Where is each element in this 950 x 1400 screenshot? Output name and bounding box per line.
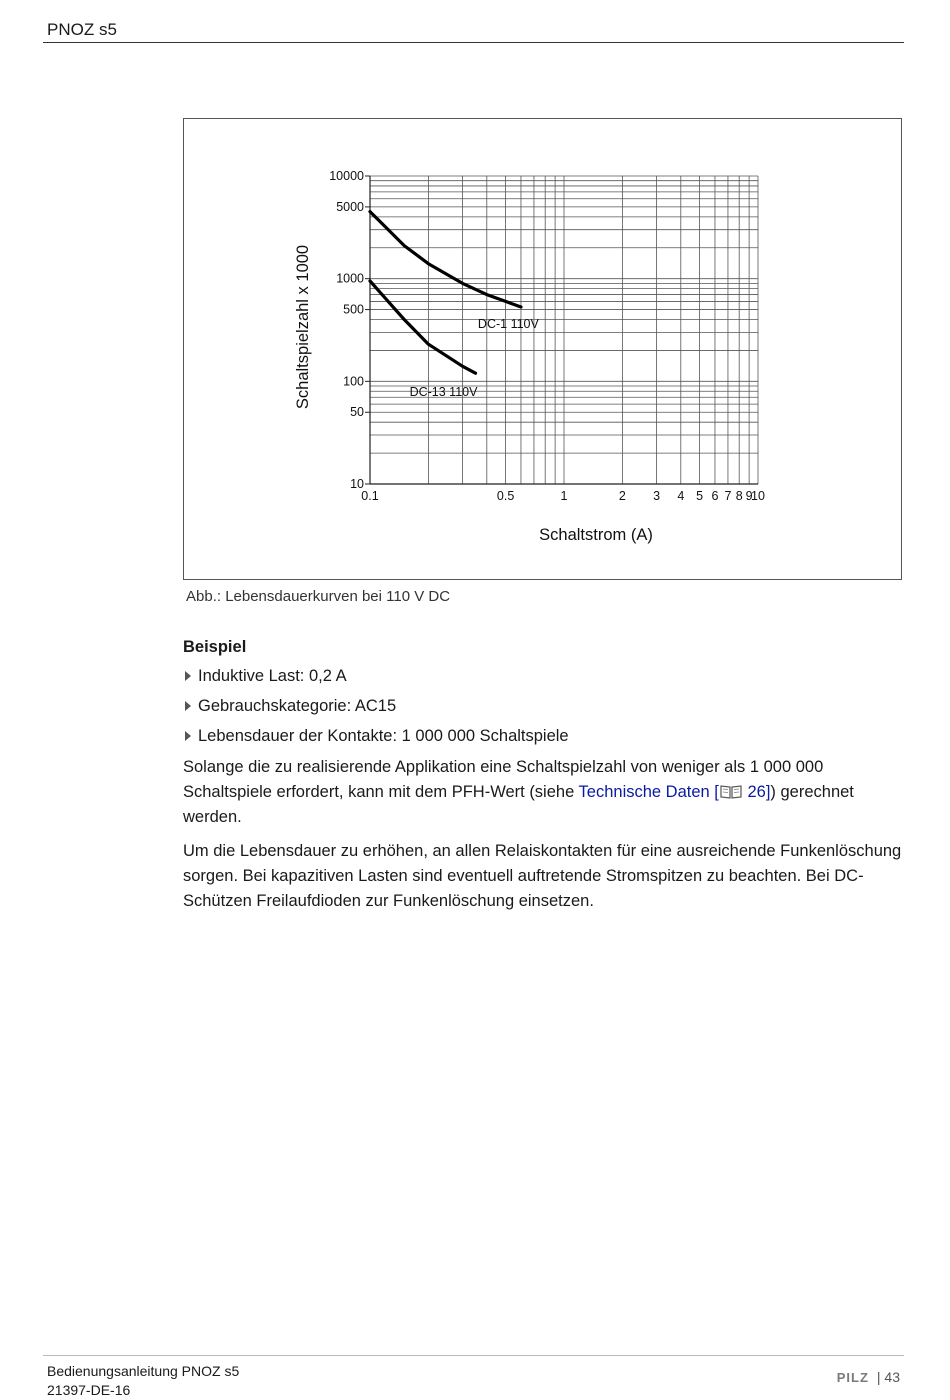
x-tick-label: 1 <box>560 489 568 503</box>
footer-page-info <box>837 1369 900 1385</box>
page-number: | 43 <box>876 1369 900 1385</box>
paragraph-pfh <box>183 755 905 830</box>
y-tick-label: 1000 <box>336 271 364 286</box>
series-label: DC-1 110V <box>477 317 539 332</box>
x-tick-label: 0.1 <box>361 489 379 503</box>
x-tick-label: 10 <box>751 489 765 503</box>
lifetime-curve-chart <box>184 119 903 581</box>
book-icon <box>719 783 743 799</box>
series-line-dc1 <box>370 212 521 307</box>
x-tick-label: 4 <box>677 489 685 503</box>
list-item <box>183 665 905 687</box>
technical-data-link[interactable] <box>579 783 771 801</box>
x-axis-title: Schaltstrom (A) <box>539 526 653 544</box>
footer-divider <box>43 1355 904 1356</box>
bullet-arrow-icon <box>185 701 191 711</box>
y-tick-label: 100 <box>343 374 364 389</box>
y-tick-label: 500 <box>343 302 364 317</box>
section-heading: Beispiel <box>183 638 247 656</box>
link-page-number: 26] <box>742 783 771 801</box>
y-tick-label: 50 <box>350 405 364 420</box>
x-tick-label: 7 <box>724 489 732 503</box>
pilz-logo: PILZ <box>836 1369 869 1385</box>
x-tick-label: 6 <box>711 489 719 503</box>
x-tick-label: 9 <box>745 489 753 503</box>
paragraph-lifetime: Um die Lebensdauer zu erhöhen, an allen Relaiskontakten für eine ausreichende Funkenlöschung sorgen. Bei kapazitiven Lasten sind eventuell auftretende Stromspitzen zu beachten. Bei DC-Schützen Freilaufdioden zur Funkenlöschung einsetzen. <box>183 842 902 910</box>
paragraph-text: Solange die zu realisierende Applikation eine Schaltspielzahl von weniger als 1 000 000 Schaltspiele erfordert, kann mit dem PFH-Wert (siehe <box>183 758 824 801</box>
bullet-arrow-icon <box>185 671 191 681</box>
x-tick-label: 0.5 <box>496 489 515 503</box>
paragraph-text: ) gerechnet werden. <box>183 783 854 826</box>
x-tick-label: 3 <box>653 489 661 503</box>
x-tick-label: 2 <box>618 489 626 503</box>
y-tick-label: 5000 <box>336 199 364 214</box>
list-item <box>183 725 905 747</box>
link-text: Technische Daten [ <box>578 783 719 801</box>
list-item-text: Lebensdauer der Kontakte: 1 000 000 Schaltspiele <box>198 727 569 745</box>
header-divider <box>43 42 904 43</box>
y-tick-label: 10 <box>350 477 364 491</box>
main-content <box>183 636 905 923</box>
example-list <box>183 665 905 747</box>
bullet-arrow-icon <box>185 731 191 741</box>
list-item-text: Gebrauchskategorie: AC15 <box>198 697 397 715</box>
series-label: DC-13 110V <box>409 384 478 399</box>
footer-doc-number: 21397-DE-16 <box>47 1382 131 1398</box>
footer-document-info <box>47 1362 239 1400</box>
list-item-text: Induktive Last: 0,2 A <box>198 667 347 685</box>
figure-caption: Abb.: Lebensdauerkurven bei 110 V DC <box>186 588 451 605</box>
footer-doc-title: Bedienungsanleitung PNOZ s5 <box>47 1363 240 1379</box>
x-tick-label: 8 <box>735 489 743 503</box>
y-tick-label: 10000 <box>329 169 364 183</box>
figure-frame <box>183 118 902 580</box>
page-header-title: PNOZ s5 <box>47 20 117 39</box>
x-tick-label: 5 <box>696 489 704 503</box>
y-axis-title: Schaltspielzahl x 1000 <box>294 244 312 410</box>
list-item <box>183 695 905 717</box>
